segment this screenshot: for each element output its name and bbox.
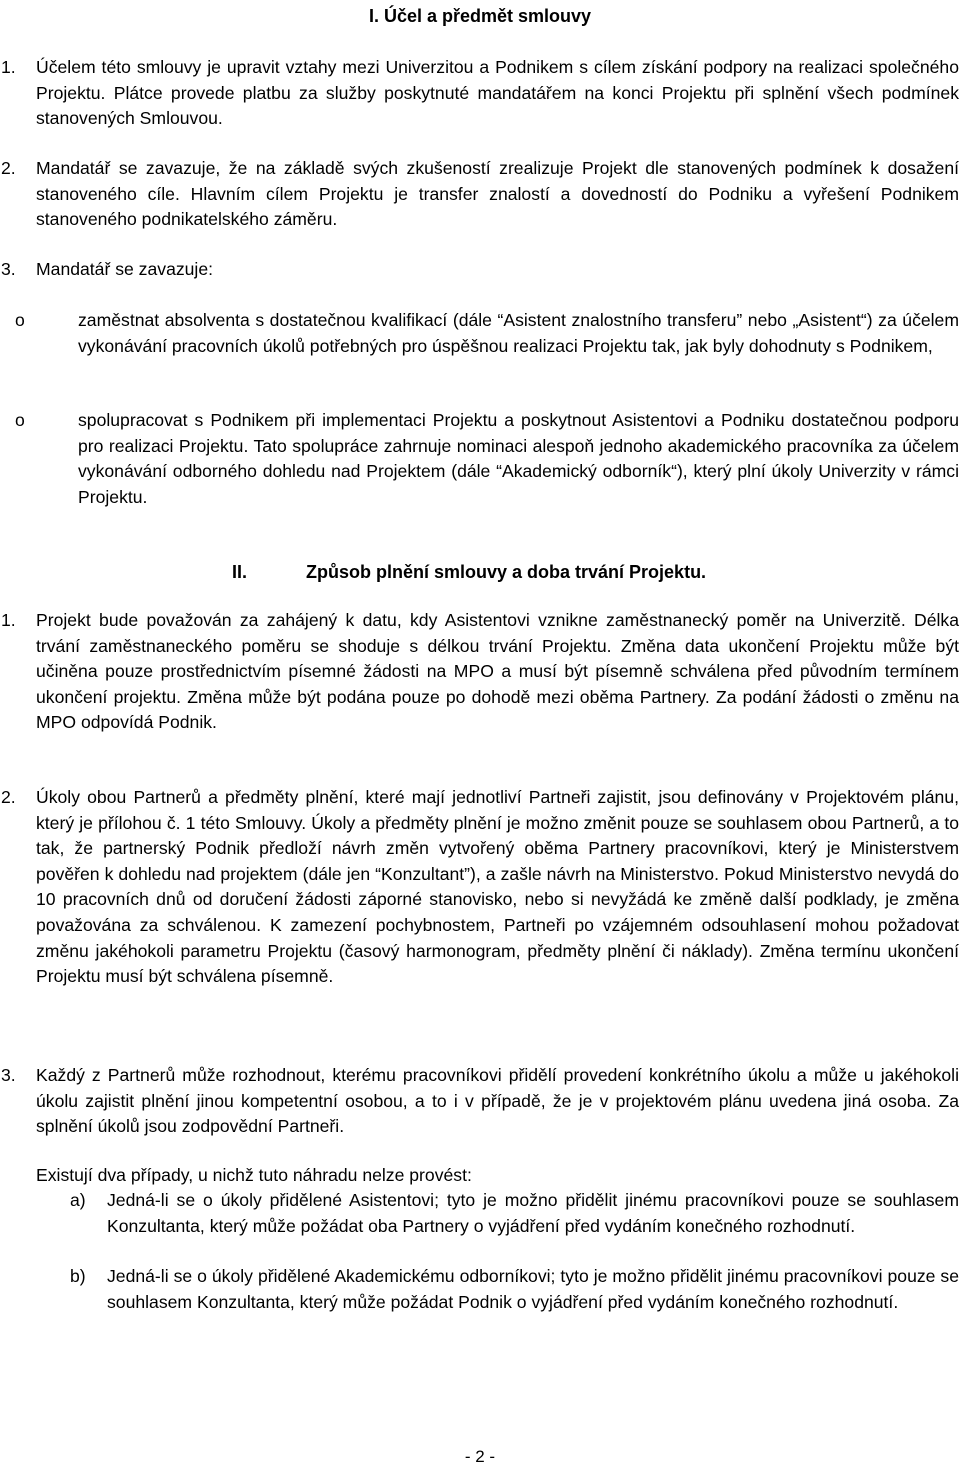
cases-intro: Existují dva případy, u nichž tuto náhradu nelze provést: (36, 1165, 472, 1185)
item-text: Mandatář se zavazuje: (36, 259, 214, 279)
section-1-item-3 (1, 257, 959, 283)
bullet-item-2 (15, 408, 959, 510)
item-number: 1. (1, 610, 16, 630)
section-2-heading: Způsob plnění smlouvy a doba trvání Projektu. (306, 562, 707, 582)
case-text: Jedná-li se o úkoly přidělené Akademickému odborníkovi; tyto je možno přidělit jinému pracovníkovi pouze se souhlasem Konzultanta, který může požádat Podnik o vyjádření před vydáním konečného rozhodnutí. (107, 1266, 959, 1312)
case-marker: b) (70, 1266, 86, 1286)
item-text: Mandatář se zavazuje, že na základě svých zkušeností zrealizuje Projekt dle stanovených podmínek k dosažení stanoveného cíle. Hlavním cílem Projektu je transfer znalostí a dovedností do Podniku a vyřešení Podnikem stanoveného podnikatelského záměru. (36, 158, 959, 230)
item-number: 3. (1, 259, 16, 279)
case-marker: a) (70, 1190, 86, 1210)
case-a (70, 1188, 959, 1239)
section-1-title: I. Účel a předmět smlouvy (368, 6, 592, 26)
section-2-item-1 (1, 608, 959, 736)
bullet-marker: o (15, 410, 25, 430)
bullet-text: spolupracovat s Podnikem při implementaci Projektu a poskytnout Asistentovi a Podniku dostatečnou podporu pro realizaci Projektu. Tato spolupráce zahrnuje nominaci alespoň jednoho akademického pracovníka za účelem vykonávání odborného dohledu nad Projektem (dále “Akademický odborník“), který plní úkoly Univerzity v rámci Projektu. (78, 410, 959, 507)
case-b (70, 1264, 959, 1315)
section-2-roman-numeral: II. (232, 562, 248, 582)
item-text: Projekt bude považován za zahájený k datu, kdy Asistentovi vznikne zaměstnanecký poměr na Univerzitě. Délka trvání zaměstnaneckého poměru se shoduje s délkou trvání Projektu. Změna data ukončení Projektu může být učiněna pouze prostřednictvím písemné žádosti na MPO a musí být písemně schválena před původním termínem ukončení projektu. Změna může být podána pouze po dohodě mezi oběma Partnery. Za podání žádosti o změnu na MPO odpovídá Podnik. (36, 610, 959, 733)
item-number: 2. (1, 787, 16, 807)
bullet-text: zaměstnat absolventa s dostatečnou kvalifikací (dále “Asistent znalostního transferu” nebo „Asistent“) za účelem vykonávání pracovních úkolů potřebných pro úspěšnou realizaci Projektu tak, jak byly dohodnuty s Podnikem, (78, 310, 959, 356)
item-text: Účelem této smlouvy je upravit vztahy mezi Univerzitou a Podnikem s cílem získání podpory na realizaci společného Projektu. Plátce provede platbu za služby poskytnuté mandatářem na konci Projektu při splnění všech podmínek stanovených Smlouvou. (36, 57, 959, 129)
page-number: - 2 - (464, 1447, 496, 1466)
item-text: Každý z Partnerů může rozhodnout, kterému pracovníkovi přidělí provedení konkrétního úkolu a může u jakéhokoli úkolu zajistit plnění jinou kompetentní osobou, a to i v případě, že je v projektovém plánu uvedena jiná osoba. Za splnění úkolů jsou zodpovědní Partneři. (36, 1065, 959, 1137)
bullet-marker: o (15, 310, 25, 330)
section-2-item-3 (1, 1063, 959, 1140)
section-2-item-2 (1, 785, 959, 990)
item-number: 3. (1, 1065, 16, 1085)
item-number: 2. (1, 158, 16, 178)
item-number: 1. (1, 57, 16, 77)
section-1-item-1 (1, 55, 959, 132)
section-1-item-2 (1, 156, 959, 233)
item-text: Úkoly obou Partnerů a předměty plnění, které mají jednotliví Partneři zajistit, jsou definovány v Projektovém plánu, který je přílohou č. 1 této Smlouvy. Úkoly a předměty plnění je možno změnit pouze se souhlasem obou Partnerů, a to tak, že partnerský Podnik předloží návrh změn vytvořený oběma Partnery pracovníkovi, který je Ministerstvem pověřen k dohledu nad projektem (dále jen “Konzultant”), a zašle návrh na Ministerstvo. Pokud Ministerstvo nevydá do 10 pracovních dnů od doručení žádosti záporné stanovisko, nebo si nevyžádá ke změně další podklady, je změna považována za schválenou. K zamezení pochybnostem, Partneři po vzájemném odsouhlasení mohou požadovat změnu jakéhokoli parametru Projektu (časový harmonogram, předměty plnění či náklady). Změna termínu ukončení Projektu musí být schválena písemně. (36, 787, 959, 987)
bullet-item-1 (15, 308, 959, 359)
case-text: Jedná-li se o úkoly přidělené Asistentovi; tyto je možno přidělit jinému pracovníkovi pouze se souhlasem Konzultanta, který může požádat oba Partnery o vyjádření před vydáním konečného rozhodnutí. (107, 1190, 959, 1236)
